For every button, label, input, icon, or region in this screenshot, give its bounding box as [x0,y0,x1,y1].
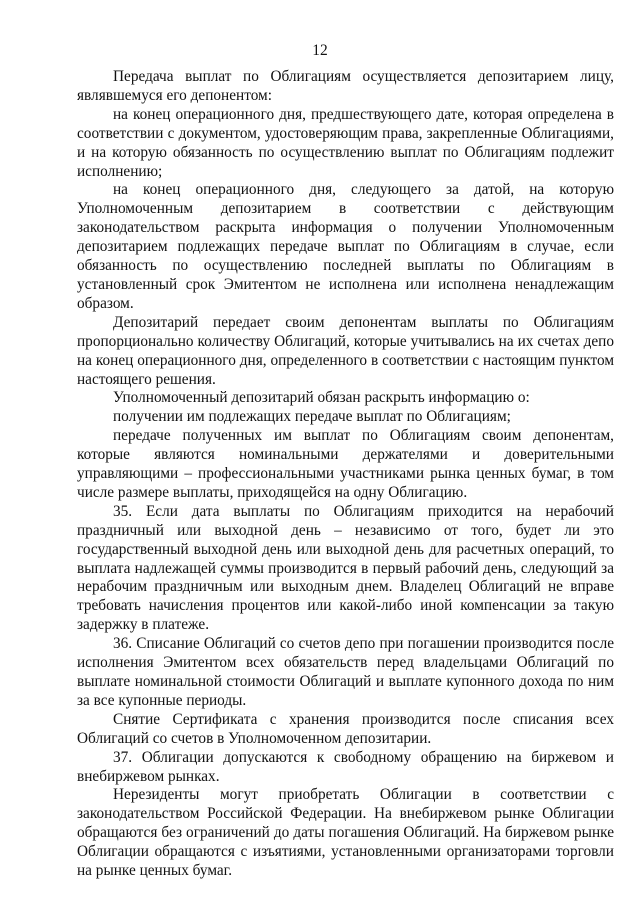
paragraph: получении им подлежащих передаче выплат по Облигациям; [113,408,511,426]
paragraph-item-37: 37. Облигации допускаются к свободному обращению на биржевом и внебиржевом рынках. [77,748,614,785]
paragraph: Уполномоченный депозитарий обязан раскрыть информацию о: [113,389,530,407]
paragraph: передаче полученных им выплат по Облигациям своим депонентам, которые являются номинальными держателями и доверительными управляющими – профессиональными участниками рынка ценных бумаг, в том числе размере выплаты, приходящейся на одну Облигацию. [77,427,614,501]
paragraph: Снятие Сертификата с хранения производится после списания всех Облигаций со счетов в Уполномоченном депозитарии. [77,710,614,747]
page-number: 12 [312,42,328,59]
paragraph: на конец операционного дня, предшествующего дате, которая определена в соответствии с документом, удостоверяющим права, закрепленные Облигациями, и на которую обязанность по осуществлению выплат по Облигациям подлежит исполнению; [77,105,614,180]
paragraph-item-35: 35. Если дата выплаты по Облигациям приходится на нерабочий праздничный или выходной день – независимо от того, будет ли это государственный выходной день или выходной день для расчетных операций, то выплата надлежащей суммы производится в первый рабочий день, следующий за нерабочим праздничным или выходным днем. Владелец Облигаций не вправе требовать начисления процентов или какой-либо иной компенсации за такую задержку в платеже. [77,502,614,634]
paragraph: на конец операционного дня, следующего за датой, на которую Уполномоченным депозитарием в соответствии с действующим законодательством раскрыта информация о получении Уполномоченным депозитарием подлежащих передаче выплат по Облигациям в случае, если обязанность по осуществлению последней выплаты по Облигациям в установленный срок Эмитентом не исполнена или исполнена ненадлежащим образом. [77,181,614,312]
document-body [77,68,614,881]
paragraph: Нерезиденты могут приобретать Облигации в соответствии с законодательством Российской Федерации. На внебиржевом рынке Облигации обращаются без ограничений до даты погашения Облигаций. На биржевом рынке Облигации обращаются с изъятиями, установленными организаторами торговли на рынке ценных бумаг. [77,786,614,880]
paragraph: Депозитарий передает своим депонентам выплаты по Облигациям пропорционально количеству Облигаций, которые учитывались на их счетах депо на конец операционного дня, определенного в соответствии с настоящим пунктом настоящего решения. [77,313,614,388]
paragraph: Передача выплат по Облигациям осуществляется депозитарием лицу, являвшемуся его депонентом: [77,68,614,104]
paragraph-item-36: 36. Списание Облигаций со счетов депо при погашении производится после исполнения Эмитентом всех обязательств перед владельцами Облигаций по выплате номинальной стоимости Облигаций и выплате купонного дохода по ним за все купонные периоды. [77,635,614,709]
